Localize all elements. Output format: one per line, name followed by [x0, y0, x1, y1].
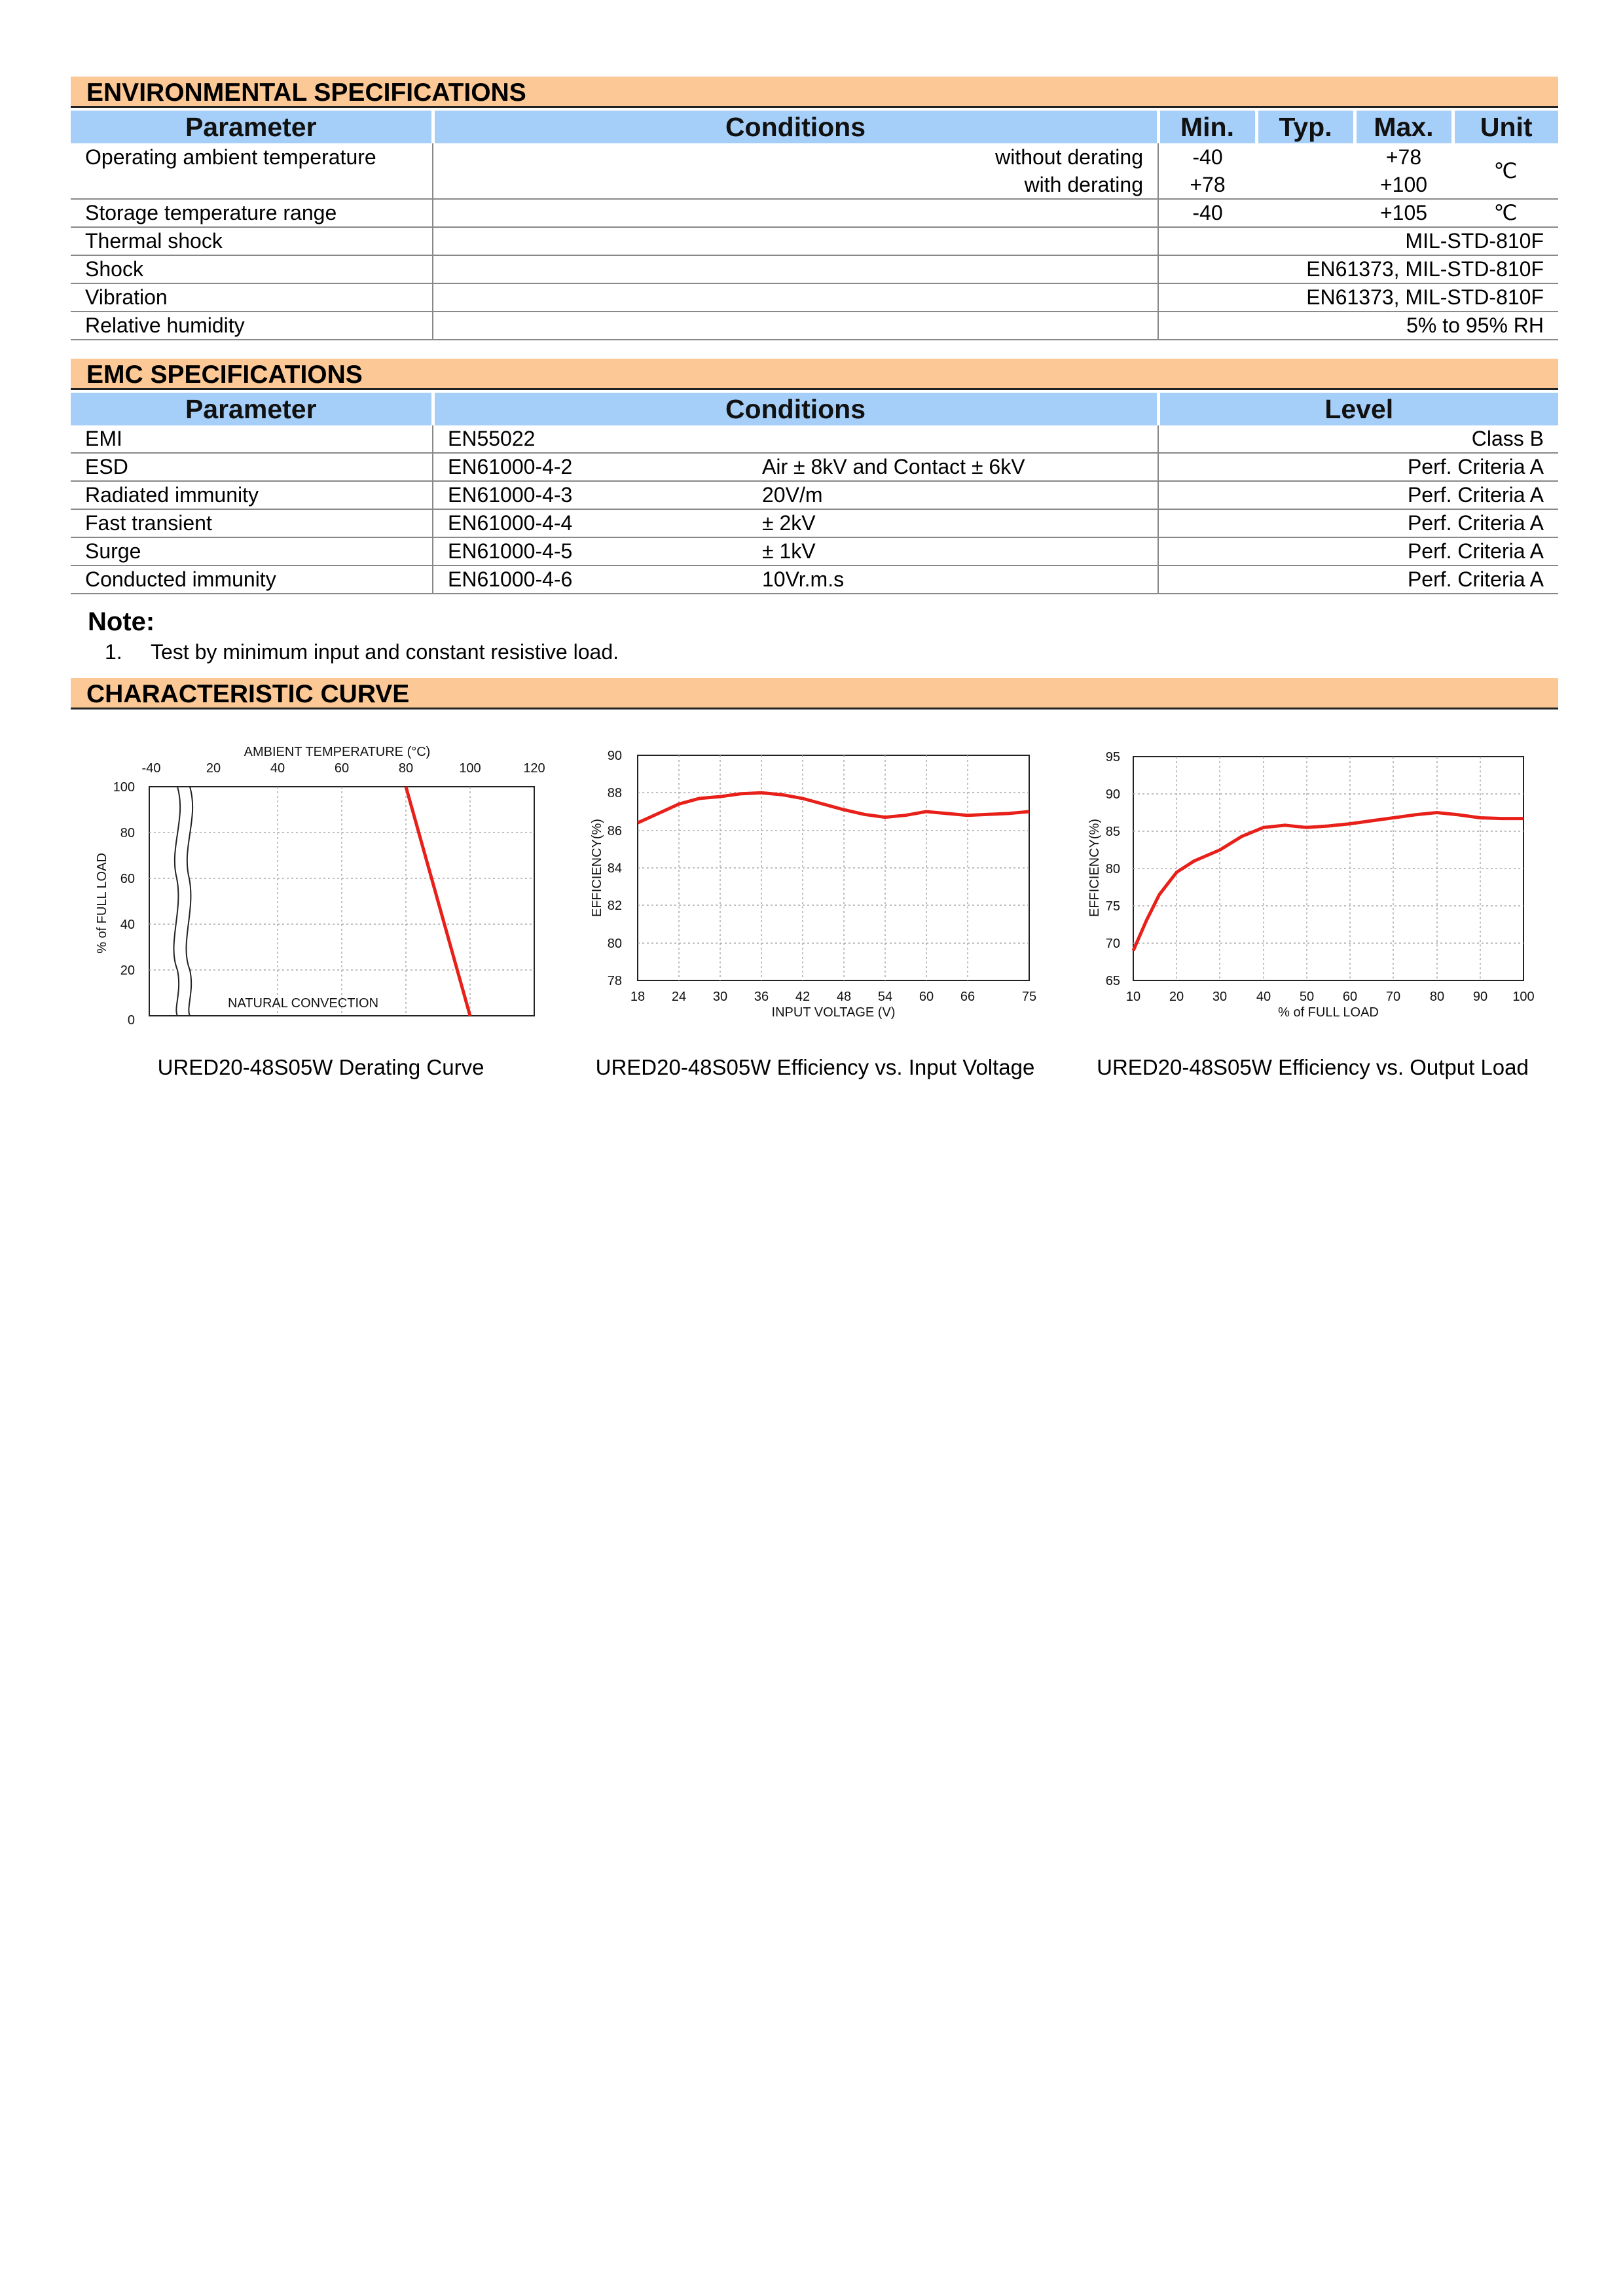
- eff-load-ylabel: EFFICIENCY(%): [1087, 819, 1102, 917]
- param-cell: Vibration: [71, 283, 433, 312]
- eff-load-ytick: 75: [1105, 899, 1120, 914]
- env-spec-table: [71, 111, 1558, 340]
- col-conditions: Conditions: [433, 111, 1158, 143]
- param-cell: Fast transient: [71, 509, 433, 537]
- min-1: -40: [1192, 145, 1223, 169]
- level-cell: Perf. Criteria A: [1158, 453, 1558, 481]
- derating-ytick: 80: [120, 826, 135, 840]
- value-cell: MIL-STD-810F: [1158, 227, 1558, 255]
- typ-cell: [1256, 143, 1355, 199]
- note-number: 1.: [105, 640, 122, 664]
- eff-load-xtick: 10: [1125, 990, 1141, 1004]
- level-cell: Perf. Criteria A: [1158, 537, 1558, 565]
- value-cell: 5% to 95% RH: [1158, 312, 1558, 340]
- value-cell: EN61373, MIL-STD-810F: [1158, 255, 1558, 283]
- eff-load-ytick: 85: [1105, 825, 1120, 839]
- emc-section-title: EMC SPECIFICATIONS: [71, 359, 1558, 390]
- eff-load-plot: [1133, 757, 1523, 980]
- max-1: +78: [1385, 145, 1422, 169]
- emc-spec-table: [71, 393, 1558, 594]
- standard: EN61000-4-5: [448, 539, 573, 563]
- conditions-cell: [433, 509, 1158, 537]
- eff-load-ytick: 70: [1105, 937, 1120, 951]
- derating-ytick: 20: [120, 963, 135, 978]
- param-cell: Radiated immunity: [71, 481, 433, 509]
- table-row: [71, 227, 1558, 255]
- eff-vin-ytick: 88: [607, 786, 622, 800]
- env-header-row: [71, 111, 1558, 143]
- eff-vin-xtick: 75: [1021, 990, 1037, 1004]
- table-row: [71, 312, 1558, 340]
- col-typ: Typ.: [1256, 111, 1355, 143]
- eff-load-ytick: 95: [1105, 750, 1120, 764]
- param-cell: Operating ambient temperature: [71, 143, 433, 199]
- eff-vin-chart: [579, 740, 1051, 1034]
- eff-vin-ytick: 90: [607, 749, 622, 763]
- eff-vin-xtick: 24: [671, 990, 687, 1004]
- standard: EN55022: [448, 427, 536, 450]
- eff-vin-xlabel: INPUT VOLTAGE (V): [771, 1005, 896, 1020]
- eff-vin-xtick: 54: [877, 990, 893, 1004]
- derating-ytick: 60: [120, 872, 135, 886]
- min-cell: [1158, 143, 1256, 199]
- eff-load-xlabel: % of FULL LOAD: [1278, 1005, 1379, 1020]
- condition: Air ± 8kV and Contact ± 6kV: [762, 455, 1025, 478]
- eff-load-chart: [1077, 740, 1548, 1034]
- max-2: +100: [1379, 173, 1428, 196]
- unit-cell: ℃: [1453, 143, 1558, 199]
- emc-header-row: [71, 393, 1558, 425]
- conditions-cell: [433, 199, 1158, 227]
- min-cell: -40: [1158, 199, 1256, 227]
- derating-xtick: 40: [270, 761, 285, 776]
- eff-vin-xtick: 18: [630, 990, 646, 1004]
- standard: EN61000-4-4: [448, 511, 573, 535]
- derating-xtick: 20: [206, 761, 221, 776]
- eff-vin-ytick: 80: [607, 937, 622, 951]
- level-cell: Perf. Criteria A: [1158, 481, 1558, 509]
- table-row: [71, 283, 1558, 312]
- table-row: [71, 537, 1558, 565]
- col-parameter: Parameter: [71, 393, 433, 425]
- col-max: Max.: [1355, 111, 1453, 143]
- table-row: [71, 199, 1558, 227]
- derating-xtick: 80: [398, 761, 414, 776]
- min-2: +78: [1190, 173, 1226, 196]
- eff-load-xtick: 60: [1342, 990, 1358, 1004]
- eff-vin-ytick: 84: [607, 861, 622, 876]
- param-cell: Shock: [71, 255, 433, 283]
- conditions-cell: [433, 312, 1158, 340]
- derating-caption: URED20-48S05W Derating Curve: [157, 1055, 484, 1079]
- condition: ± 2kV: [762, 511, 816, 535]
- max-cell: [1355, 143, 1453, 199]
- level-cell: Class B: [1158, 425, 1558, 453]
- derating-xlabel: AMBIENT TEMPERATURE (°C): [244, 745, 431, 759]
- condition-2: with derating: [1024, 173, 1143, 196]
- unit-cell: ℃: [1453, 199, 1558, 227]
- eff-vin-xtick: 36: [754, 990, 769, 1004]
- level-cell: Perf. Criteria A: [1158, 509, 1558, 537]
- eff-vin-ytick: 86: [607, 824, 622, 838]
- condition: ± 1kV: [762, 539, 816, 563]
- table-row: [71, 565, 1558, 594]
- col-min: Min.: [1158, 111, 1256, 143]
- eff-load-xtick: 30: [1212, 990, 1228, 1004]
- eff-vin-caption: URED20-48S05W Efficiency vs. Input Voltage: [595, 1055, 1035, 1079]
- derating-ytick: 40: [120, 918, 135, 932]
- derating-chart: [85, 740, 570, 1034]
- table-row: [71, 453, 1558, 481]
- condition-1: without derating: [995, 145, 1143, 169]
- eff-load-xtick: 50: [1299, 990, 1315, 1004]
- standard: EN61000-4-3: [448, 483, 573, 507]
- conditions-cell: [433, 453, 1158, 481]
- level-cell: Perf. Criteria A: [1158, 565, 1558, 594]
- eff-load-xtick: 70: [1385, 990, 1401, 1004]
- standard: EN61000-4-2: [448, 455, 573, 478]
- table-row: [71, 425, 1558, 453]
- conditions-cell: [433, 565, 1158, 594]
- max-cell: +105: [1355, 199, 1453, 227]
- note-title: Note:: [88, 607, 155, 636]
- note-text: Test by minimum input and constant resistive load.: [151, 640, 619, 664]
- eff-load-xtick: 80: [1429, 990, 1445, 1004]
- derating-xtick: 120: [523, 761, 545, 776]
- param-cell: Conducted immunity: [71, 565, 433, 594]
- col-unit: Unit: [1453, 111, 1558, 143]
- param-cell: Storage temperature range: [71, 199, 433, 227]
- param-cell: Relative humidity: [71, 312, 433, 340]
- condition: 20V/m: [762, 483, 823, 507]
- eff-vin-xtick: 60: [919, 990, 934, 1004]
- derating-annotation: NATURAL CONVECTION: [228, 996, 379, 1011]
- col-conditions: Conditions: [433, 393, 1158, 425]
- conditions-cell: [433, 481, 1158, 509]
- table-row: [71, 143, 1558, 199]
- conditions-cell: [433, 283, 1158, 312]
- derating-plot: [149, 787, 534, 1016]
- eff-load-caption: URED20-48S05W Efficiency vs. Output Load: [1097, 1055, 1529, 1079]
- eff-vin-xtick: 48: [836, 990, 852, 1004]
- value-cell: EN61373, MIL-STD-810F: [1158, 283, 1558, 312]
- condition: 10Vr.m.s: [762, 567, 845, 591]
- conditions-cell: [433, 537, 1158, 565]
- table-row: [71, 481, 1558, 509]
- eff-load-xtick: 90: [1472, 990, 1488, 1004]
- eff-vin-xtick: 30: [712, 990, 728, 1004]
- table-row: [71, 509, 1558, 537]
- derating-xtick: 100: [459, 761, 481, 776]
- col-level: Level: [1158, 393, 1558, 425]
- eff-load-xtick: 20: [1169, 990, 1184, 1004]
- eff-vin-ytick: 82: [607, 899, 622, 913]
- derating-xtick: 60: [334, 761, 350, 776]
- eff-load-ytick: 65: [1105, 974, 1120, 988]
- table-row: [71, 255, 1558, 283]
- eff-vin-xtick: 42: [795, 990, 811, 1004]
- eff-vin-ylabel: EFFICIENCY(%): [590, 819, 604, 917]
- eff-load-xtick: 100: [1512, 990, 1535, 1004]
- param-cell: EMI: [71, 425, 433, 453]
- eff-load-xtick: 40: [1256, 990, 1271, 1004]
- eff-load-ytick: 80: [1105, 862, 1120, 876]
- derating-xtick: -40: [141, 761, 161, 776]
- conditions-cell: [433, 255, 1158, 283]
- derating-ytick: 0: [127, 1013, 135, 1028]
- note-item: [105, 640, 619, 664]
- conditions-cell: [433, 227, 1158, 255]
- derating-ylabel: % of FULL LOAD: [95, 853, 109, 954]
- conditions-cell: [433, 425, 1158, 453]
- eff-vin-ytick: 78: [607, 974, 622, 988]
- standard: EN61000-4-6: [448, 567, 573, 591]
- eff-load-ytick: 90: [1105, 787, 1120, 802]
- param-cell: Thermal shock: [71, 227, 433, 255]
- eff-vin-xtick: 66: [960, 990, 976, 1004]
- eff-vin-plot: [638, 755, 1029, 980]
- derating-ytick: 100: [113, 780, 135, 795]
- param-cell: ESD: [71, 453, 433, 481]
- curve-section-title: CHARACTERISTIC CURVE: [71, 678, 1558, 709]
- typ-cell: [1256, 199, 1355, 227]
- env-section-title: ENVIRONMENTAL SPECIFICATIONS: [71, 77, 1558, 108]
- conditions-cell: [433, 143, 1158, 199]
- col-parameter: Parameter: [71, 111, 433, 143]
- param-cell: Surge: [71, 537, 433, 565]
